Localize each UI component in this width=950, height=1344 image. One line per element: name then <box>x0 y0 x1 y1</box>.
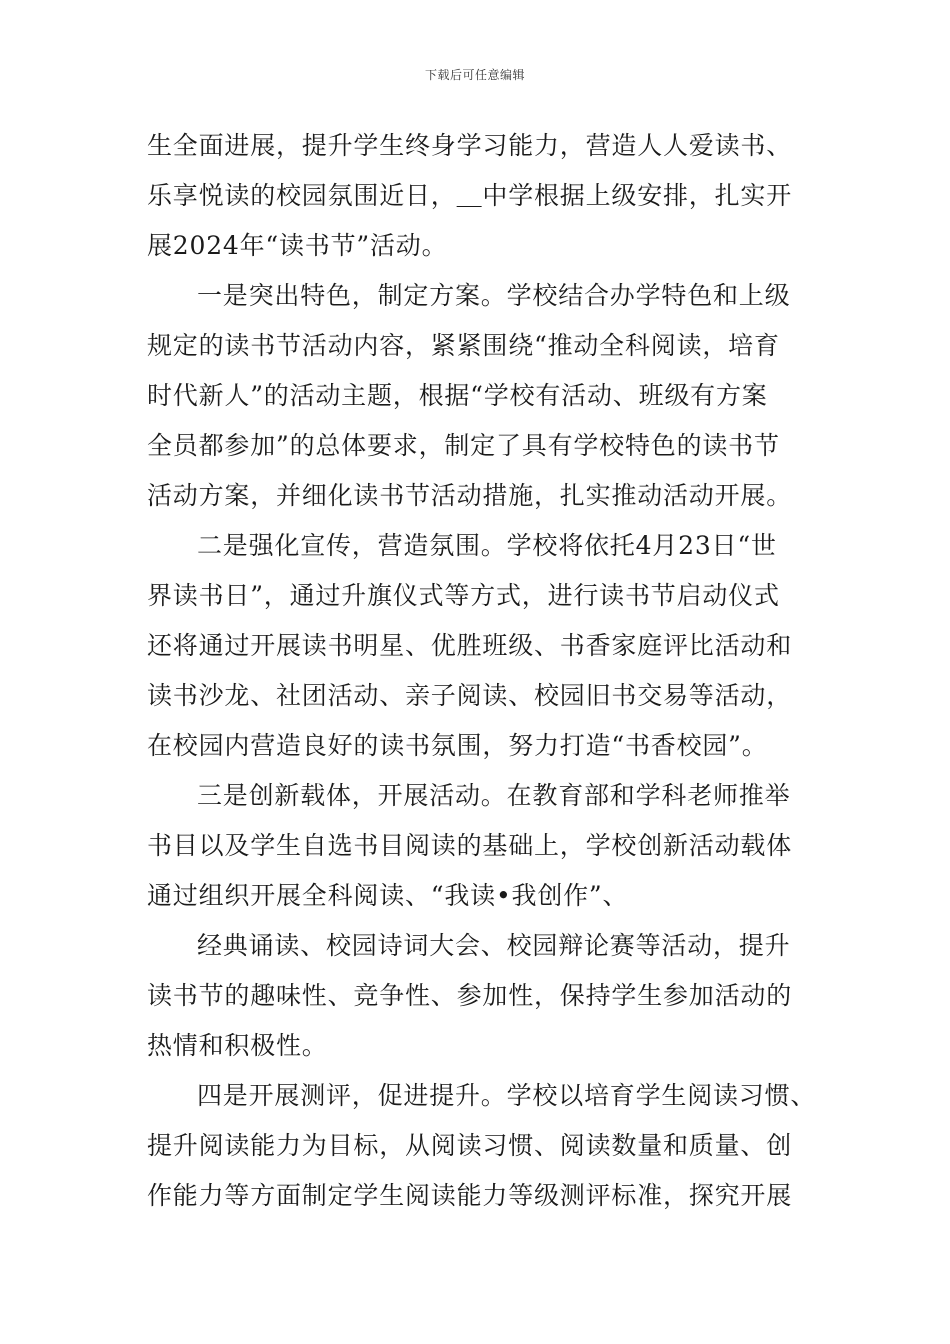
text-line: 乐享悦读的校园氛围近日，＿中学根据上级安排，扎实开 <box>147 181 793 210</box>
text-line: 在校园内营造良好的读书氛围，努力打造“书香校园”。 <box>147 731 768 760</box>
text-line: 时代新人”的活动主题，根据“学校有活动、班级有方案 <box>147 381 768 410</box>
text-line: 界读书日”，通过升旗仪式等方式，进行读书节启动仪式 <box>147 581 780 610</box>
page-header-note: 下载后可任意编辑 <box>424 68 525 82</box>
paragraph-publicity <box>147 521 847 771</box>
text-line: 活动方案，并细化读书节活动措施，扎实推动活动开展。 <box>147 481 793 510</box>
text-line: 一是突出特色，制定方案。学校结合办学特色和上级 <box>197 281 791 310</box>
paragraph-feature-plan <box>147 271 847 521</box>
text-line: 热情和积极性。 <box>147 1031 328 1060</box>
text-line: 全员都参加”的总体要求，制定了具有学校特色的读书节 <box>147 431 780 460</box>
document-body <box>147 121 847 1221</box>
paragraph-classics <box>147 921 847 1071</box>
paragraph-evaluation <box>147 1071 847 1221</box>
text-line: 四是开展测评，促进提升。学校以培育学生阅读习惯、 <box>197 1081 817 1110</box>
text-line: 书目以及学生自选书目阅读的基础上，学校创新活动载体 <box>147 831 793 860</box>
text-line: 还将通过开展读书明星、优胜班级、书香家庭评比活动和 <box>147 631 793 660</box>
text-line: 规定的读书节活动内容，紧紧围绕“推动全科阅读，培育 <box>147 331 780 360</box>
text-line: 作能力等方面制定学生阅读能力等级测评标准，探究开展 <box>147 1181 793 1210</box>
text-line: 通过组织开展全科阅读、“我读•我创作”、 <box>147 881 629 910</box>
text-line: 展2024年“读书节”活动。 <box>147 231 448 260</box>
text-line: 读书节的趣味性、竞争性、参加性，保持学生参加活动的 <box>147 981 793 1010</box>
text-line: 生全面进展，提升学生终身学习能力，营造人人爱读书、 <box>147 131 793 160</box>
paragraph-innovation <box>147 771 847 921</box>
text-line: 三是创新载体，开展活动。在教育部和学科老师推举 <box>197 781 791 810</box>
text-line: 提升阅读能力为目标，从阅读习惯、阅读数量和质量、创 <box>147 1131 793 1160</box>
text-line: 二是强化宣传，营造氛围。学校将依托4月23日“世 <box>197 531 777 560</box>
paragraph-intro <box>147 121 847 271</box>
text-line: 经典诵读、校园诗词大会、校园辩论赛等活动，提升 <box>197 931 791 960</box>
text-line: 读书沙龙、社团活动、亲子阅读、校园旧书交易等活动， <box>147 681 793 710</box>
